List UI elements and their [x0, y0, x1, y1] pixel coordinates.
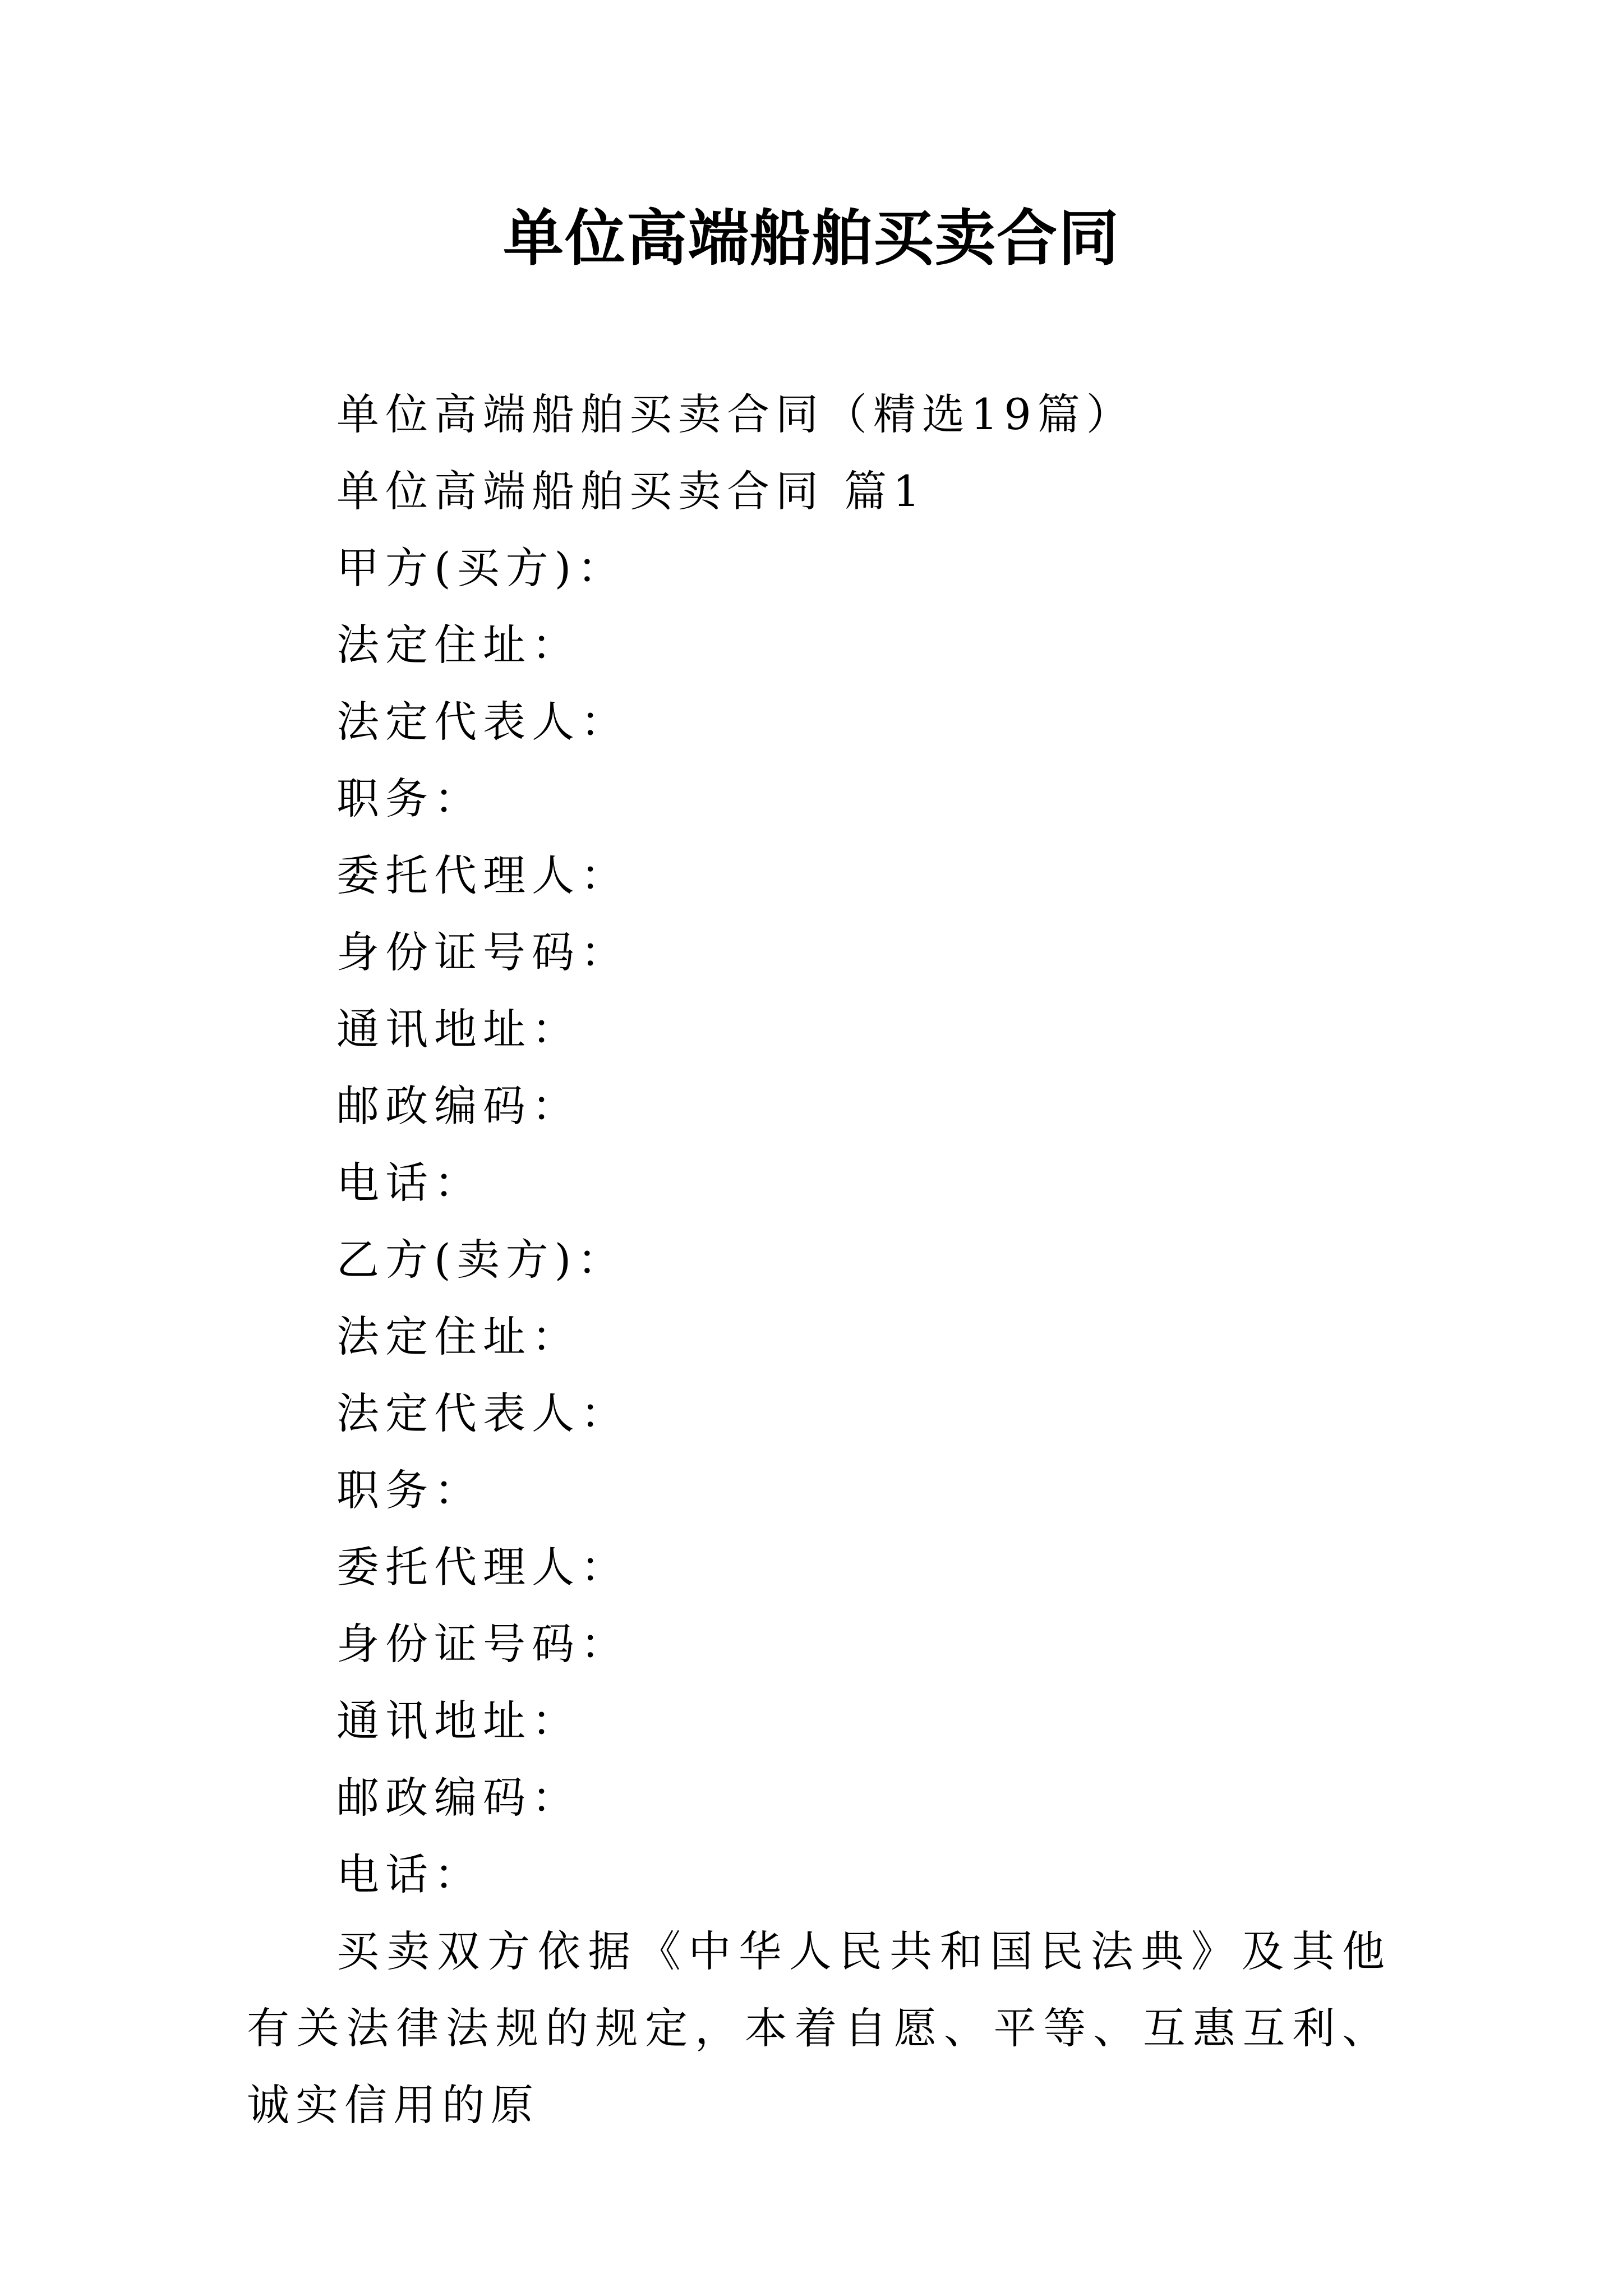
party-b-agent: 委托代理人： — [336, 1542, 629, 1592]
party-a-position: 职务： — [336, 774, 483, 823]
party-a-heading: 甲方(买方)： — [336, 543, 626, 593]
document-body — [247, 376, 1391, 2143]
party-a-phone: 电话： — [336, 1158, 483, 1208]
party-b-phone: 电话： — [336, 1849, 483, 1899]
party-b-postcode: 邮政编码： — [336, 1773, 580, 1823]
party-a-legal-rep: 法定代表人： — [336, 697, 629, 747]
party-a-postcode: 邮政编码： — [336, 1081, 580, 1131]
party-b-legal-rep: 法定代表人： — [336, 1388, 629, 1438]
section-heading: 单位高端船舶买卖合同 篇1 — [336, 466, 926, 516]
party-b-heading: 乙方(卖方)： — [336, 1235, 626, 1285]
document-title: 单位高端船舶买卖合同 — [502, 203, 1120, 274]
party-a-agent: 委托代理人： — [336, 850, 629, 900]
party-a-id-number: 身份证号码： — [336, 927, 629, 977]
document-subtitle: 单位高端船舶买卖合同（精选19篇） — [336, 389, 1135, 439]
party-a-address: 法定住址： — [336, 620, 580, 670]
preamble-paragraph: 买卖双方依据《中华人民共和国民法典》及其他有关法律法规的规定，本着自愿、平等、互惠互利、诚实信用的原 — [247, 1926, 1391, 2130]
party-b-mail-address: 通讯地址： — [336, 1696, 580, 1746]
party-b-position: 职务： — [336, 1465, 483, 1515]
party-b-address: 法定住址： — [336, 1312, 580, 1361]
party-a-mail-address: 通讯地址： — [336, 1004, 580, 1054]
party-b-id-number: 身份证号码： — [336, 1619, 629, 1669]
